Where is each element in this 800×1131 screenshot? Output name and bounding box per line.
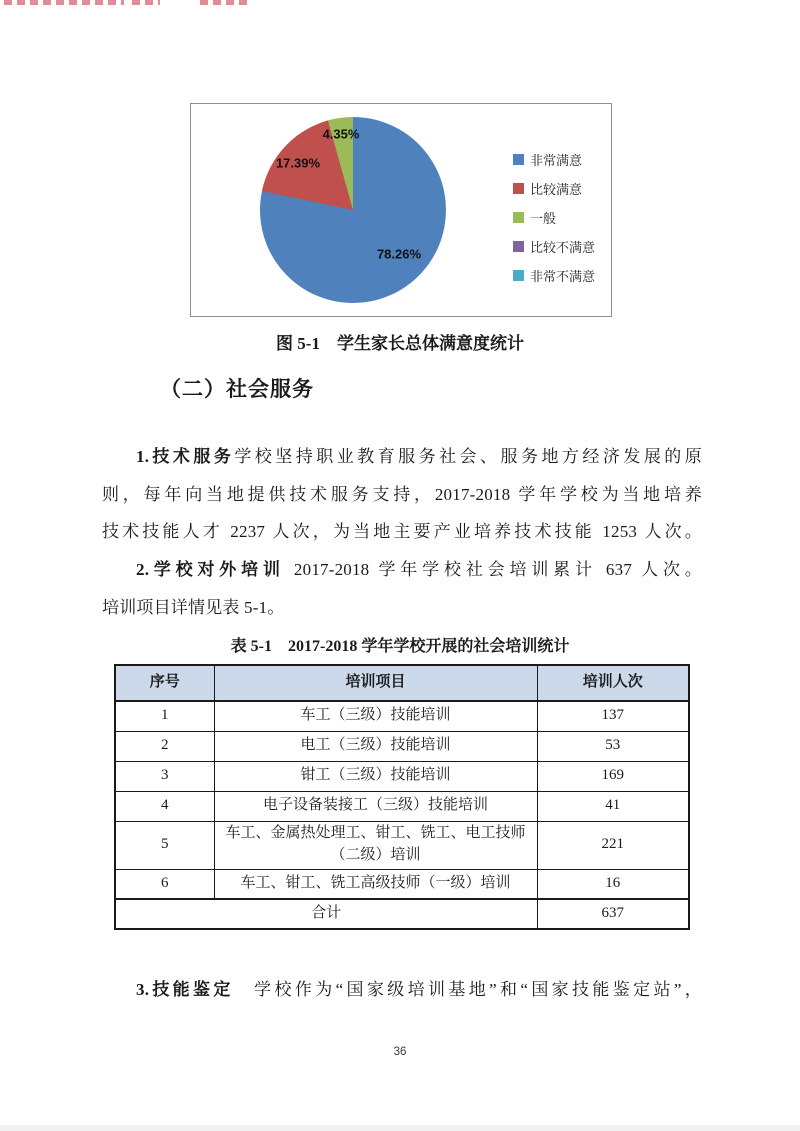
training-table: [114, 664, 690, 930]
red-text-fragment: [200, 0, 248, 5]
legend-label: 非常不满意: [530, 269, 596, 284]
cell-count: 53: [537, 731, 689, 761]
table-row: [115, 761, 689, 791]
total-value: 637: [537, 899, 689, 929]
cell-project: 车工、钳工、铣工高级技师（一级）培训: [214, 869, 537, 899]
table-total-row: [115, 899, 689, 929]
legend-item: [513, 179, 595, 198]
legend-item: [513, 150, 595, 169]
red-text-fragment: [4, 0, 124, 5]
text-line: 1.技术服务学校坚持职业教育服务社会、服务地方经济发展的原: [136, 447, 702, 466]
text-line: 则，每年向当地提供技术服务支持，2017-2018 学年学校为当地培养: [102, 484, 702, 504]
cell-count: 137: [537, 701, 689, 731]
satisfaction-pie-chart: [190, 103, 612, 317]
legend-label: 非常满意: [530, 153, 583, 168]
cell-project: 电工（三级）技能培训: [214, 731, 537, 761]
legend-swatch-icon: [513, 241, 524, 252]
clipped-red-header-text: [4, 0, 254, 5]
cell-index: 5: [115, 821, 214, 869]
text-line: 技术技能人才 2237 人次，为当地主要产业培养技术技能 1253 人次。: [102, 522, 702, 541]
pie-data-label-blue: 78.26%: [376, 246, 422, 262]
text-line: 培训项目详情见表 5-1。: [102, 597, 285, 617]
cell-count: 169: [537, 761, 689, 791]
cell-index: 4: [115, 791, 214, 821]
table-row: [115, 701, 689, 731]
cell-index: 2: [115, 731, 214, 761]
text-line: 3.技能鉴定 学校作为“国家级培训基地”和“国家技能鉴定站”，: [136, 980, 702, 999]
page-number: 36: [393, 1046, 407, 1058]
red-text-fragment: [132, 0, 160, 5]
cell-index: 6: [115, 869, 214, 899]
pie-graphic: [260, 117, 446, 303]
section-heading: （二）社会服务: [160, 377, 314, 401]
cell-project: 电子设备装接工（三级）技能培训: [214, 791, 537, 821]
total-label: 合计: [115, 899, 537, 929]
training-table-body: [115, 701, 689, 899]
paragraph-technical-service: [102, 438, 702, 551]
legend-item: [513, 237, 595, 256]
pie-data-label-red: 17.39%: [275, 155, 321, 171]
table-row: [115, 731, 689, 761]
legend-swatch-icon: [513, 183, 524, 194]
text-line: 2.学校对外培训 2017-2018 学年学校社会培训累计 637 人次。: [136, 560, 702, 579]
cell-count: 221: [537, 821, 689, 869]
cell-count: 16: [537, 869, 689, 899]
table-caption: 表 5-1 2017-2018 学年学校开展的社会培训统计: [230, 638, 570, 655]
legend-swatch-icon: [513, 270, 524, 281]
legend-swatch-icon: [513, 154, 524, 165]
legend-item: [513, 266, 595, 285]
legend-swatch-icon: [513, 212, 524, 223]
cell-index: 1: [115, 701, 214, 731]
paragraph-skill-appraisal: [102, 971, 702, 1009]
table-row: [115, 791, 689, 821]
header-index: 序号: [115, 665, 214, 701]
legend-label: 一般: [530, 211, 557, 226]
table-header-row: [115, 665, 689, 701]
legend-label: 比较满意: [530, 182, 583, 197]
pie-data-label-green: 4.35%: [322, 126, 360, 142]
legend-item: [513, 208, 595, 227]
header-count: 培训人次: [537, 665, 689, 701]
table-row: [115, 869, 689, 899]
cell-project: 车工、金属热处理工、钳工、铣工、电工技师（二级）培训: [214, 821, 537, 869]
legend-label: 比较不满意: [530, 240, 596, 255]
paragraph-external-training: [102, 551, 702, 626]
page-bottom-edge: [0, 1125, 800, 1131]
table-row: [115, 821, 689, 869]
figure-caption: 图 5-1 学生家长总体满意度统计: [276, 334, 524, 353]
header-project: 培训项目: [214, 665, 537, 701]
cell-project: 钳工（三级）技能培训: [214, 761, 537, 791]
cell-project: 车工（三级）技能培训: [214, 701, 537, 731]
cell-count: 41: [537, 791, 689, 821]
chart-legend: [513, 150, 595, 295]
cell-index: 3: [115, 761, 214, 791]
